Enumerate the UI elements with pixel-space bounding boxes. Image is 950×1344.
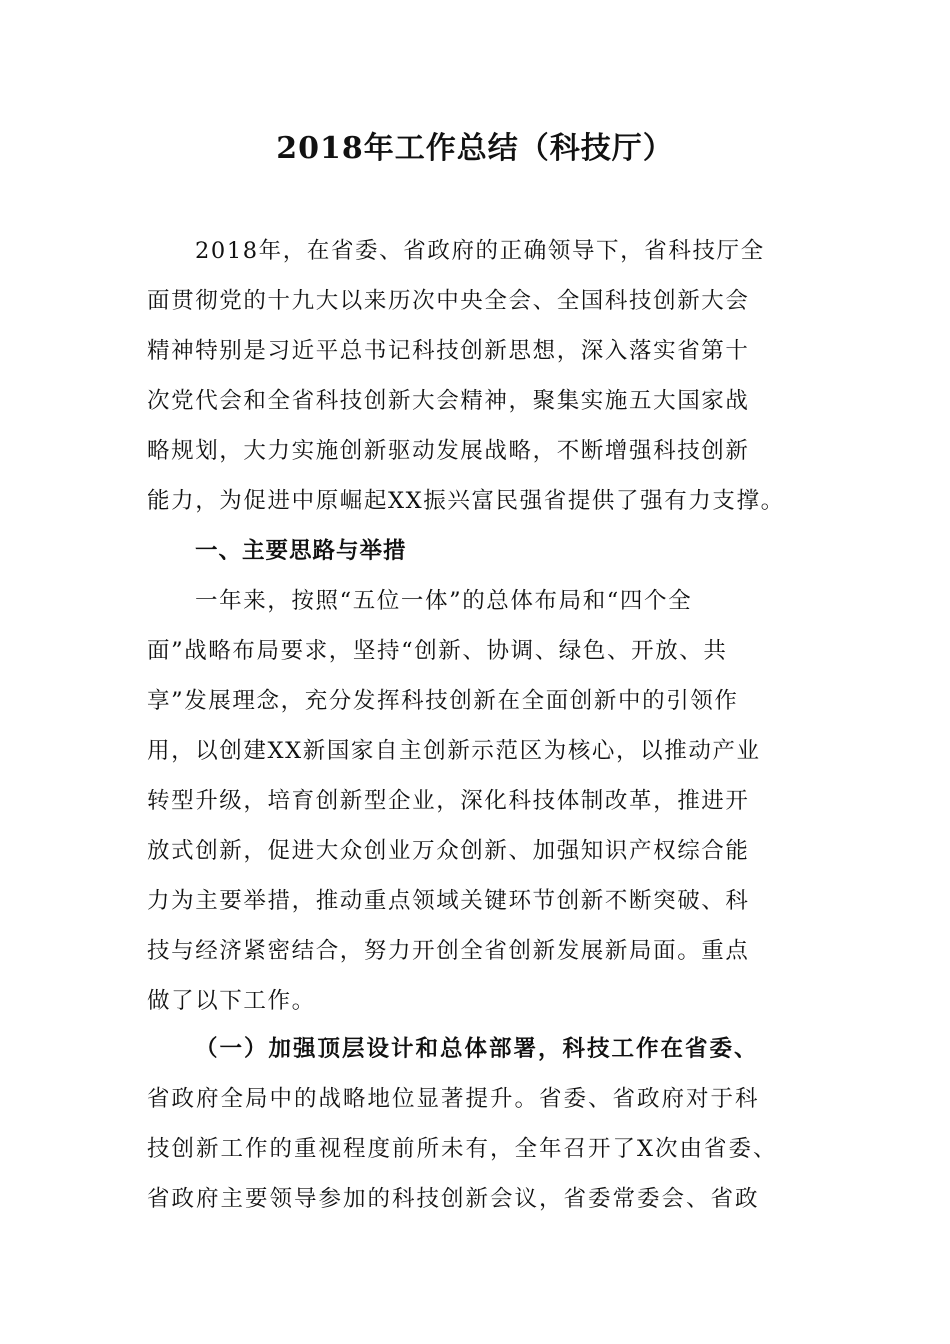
intro-line: 2018年，在省委、省政府的正确领导下，省科技厅全 xyxy=(195,238,765,264)
intro-line: 次党代会和全省科技创新大会精神，聚集实施五大国家战 xyxy=(147,388,750,414)
section-1 xyxy=(147,526,847,1026)
section-line: 做了以下工作。 xyxy=(147,988,316,1014)
intro-line: 略规划，大力实施创新驱动发展战略，不断增强科技创新 xyxy=(147,438,750,464)
intro-line: 面贯彻党的十九大以来历次中央全会、全国科技创新大会 xyxy=(147,288,750,314)
subsection-line: 省政府全局中的战略地位显著提升。省委、省政府对于科 xyxy=(147,1086,760,1112)
section-line: 用，以创建XX新国家自主创新示范区为核心，以推动产业 xyxy=(147,738,761,764)
subsection-line: 技创新工作的重视程度前所未有，全年召开了X次由省委、 xyxy=(147,1136,778,1162)
section-line: 一年来，按照“五位一体”的总体布局和“四个全 xyxy=(195,588,693,614)
subsection-1 xyxy=(147,1024,847,1224)
subsection-heading: （一）加强顶层设计和总体部署，科技工作在省委、 xyxy=(195,1036,759,1062)
intro-paragraph xyxy=(147,226,847,526)
intro-line: 能力，为促进中原崛起XX振兴富民强省提供了强有力支撑。 xyxy=(147,488,785,514)
document-title: 2018年工作总结（科技厅） xyxy=(276,131,674,166)
section-heading: 一、主要思路与举措 xyxy=(195,538,407,564)
section-line: 转型升级，培育创新型企业，深化科技体制改革，推进开 xyxy=(147,788,750,814)
section-line: 力为主要举措，推动重点领域关键环节创新不断突破、科 xyxy=(147,888,750,914)
section-line: 享”发展理念，充分发挥科技创新在全面创新中的引领作 xyxy=(147,688,739,714)
section-line: 面”战略布局要求，坚持“创新、协调、绿色、开放、共 xyxy=(147,638,728,664)
intro-line: 精神特别是习近平总书记科技创新思想，深入落实省第十 xyxy=(147,338,750,364)
section-line: 技与经济紧密结合，努力开创全省创新发展新局面。重点 xyxy=(147,938,750,964)
section-line: 放式创新，促进大众创业万众创新、加强知识产权综合能 xyxy=(147,838,750,864)
subsection-line: 省政府主要领导参加的科技创新会议，省委常委会、省政 xyxy=(147,1186,760,1212)
